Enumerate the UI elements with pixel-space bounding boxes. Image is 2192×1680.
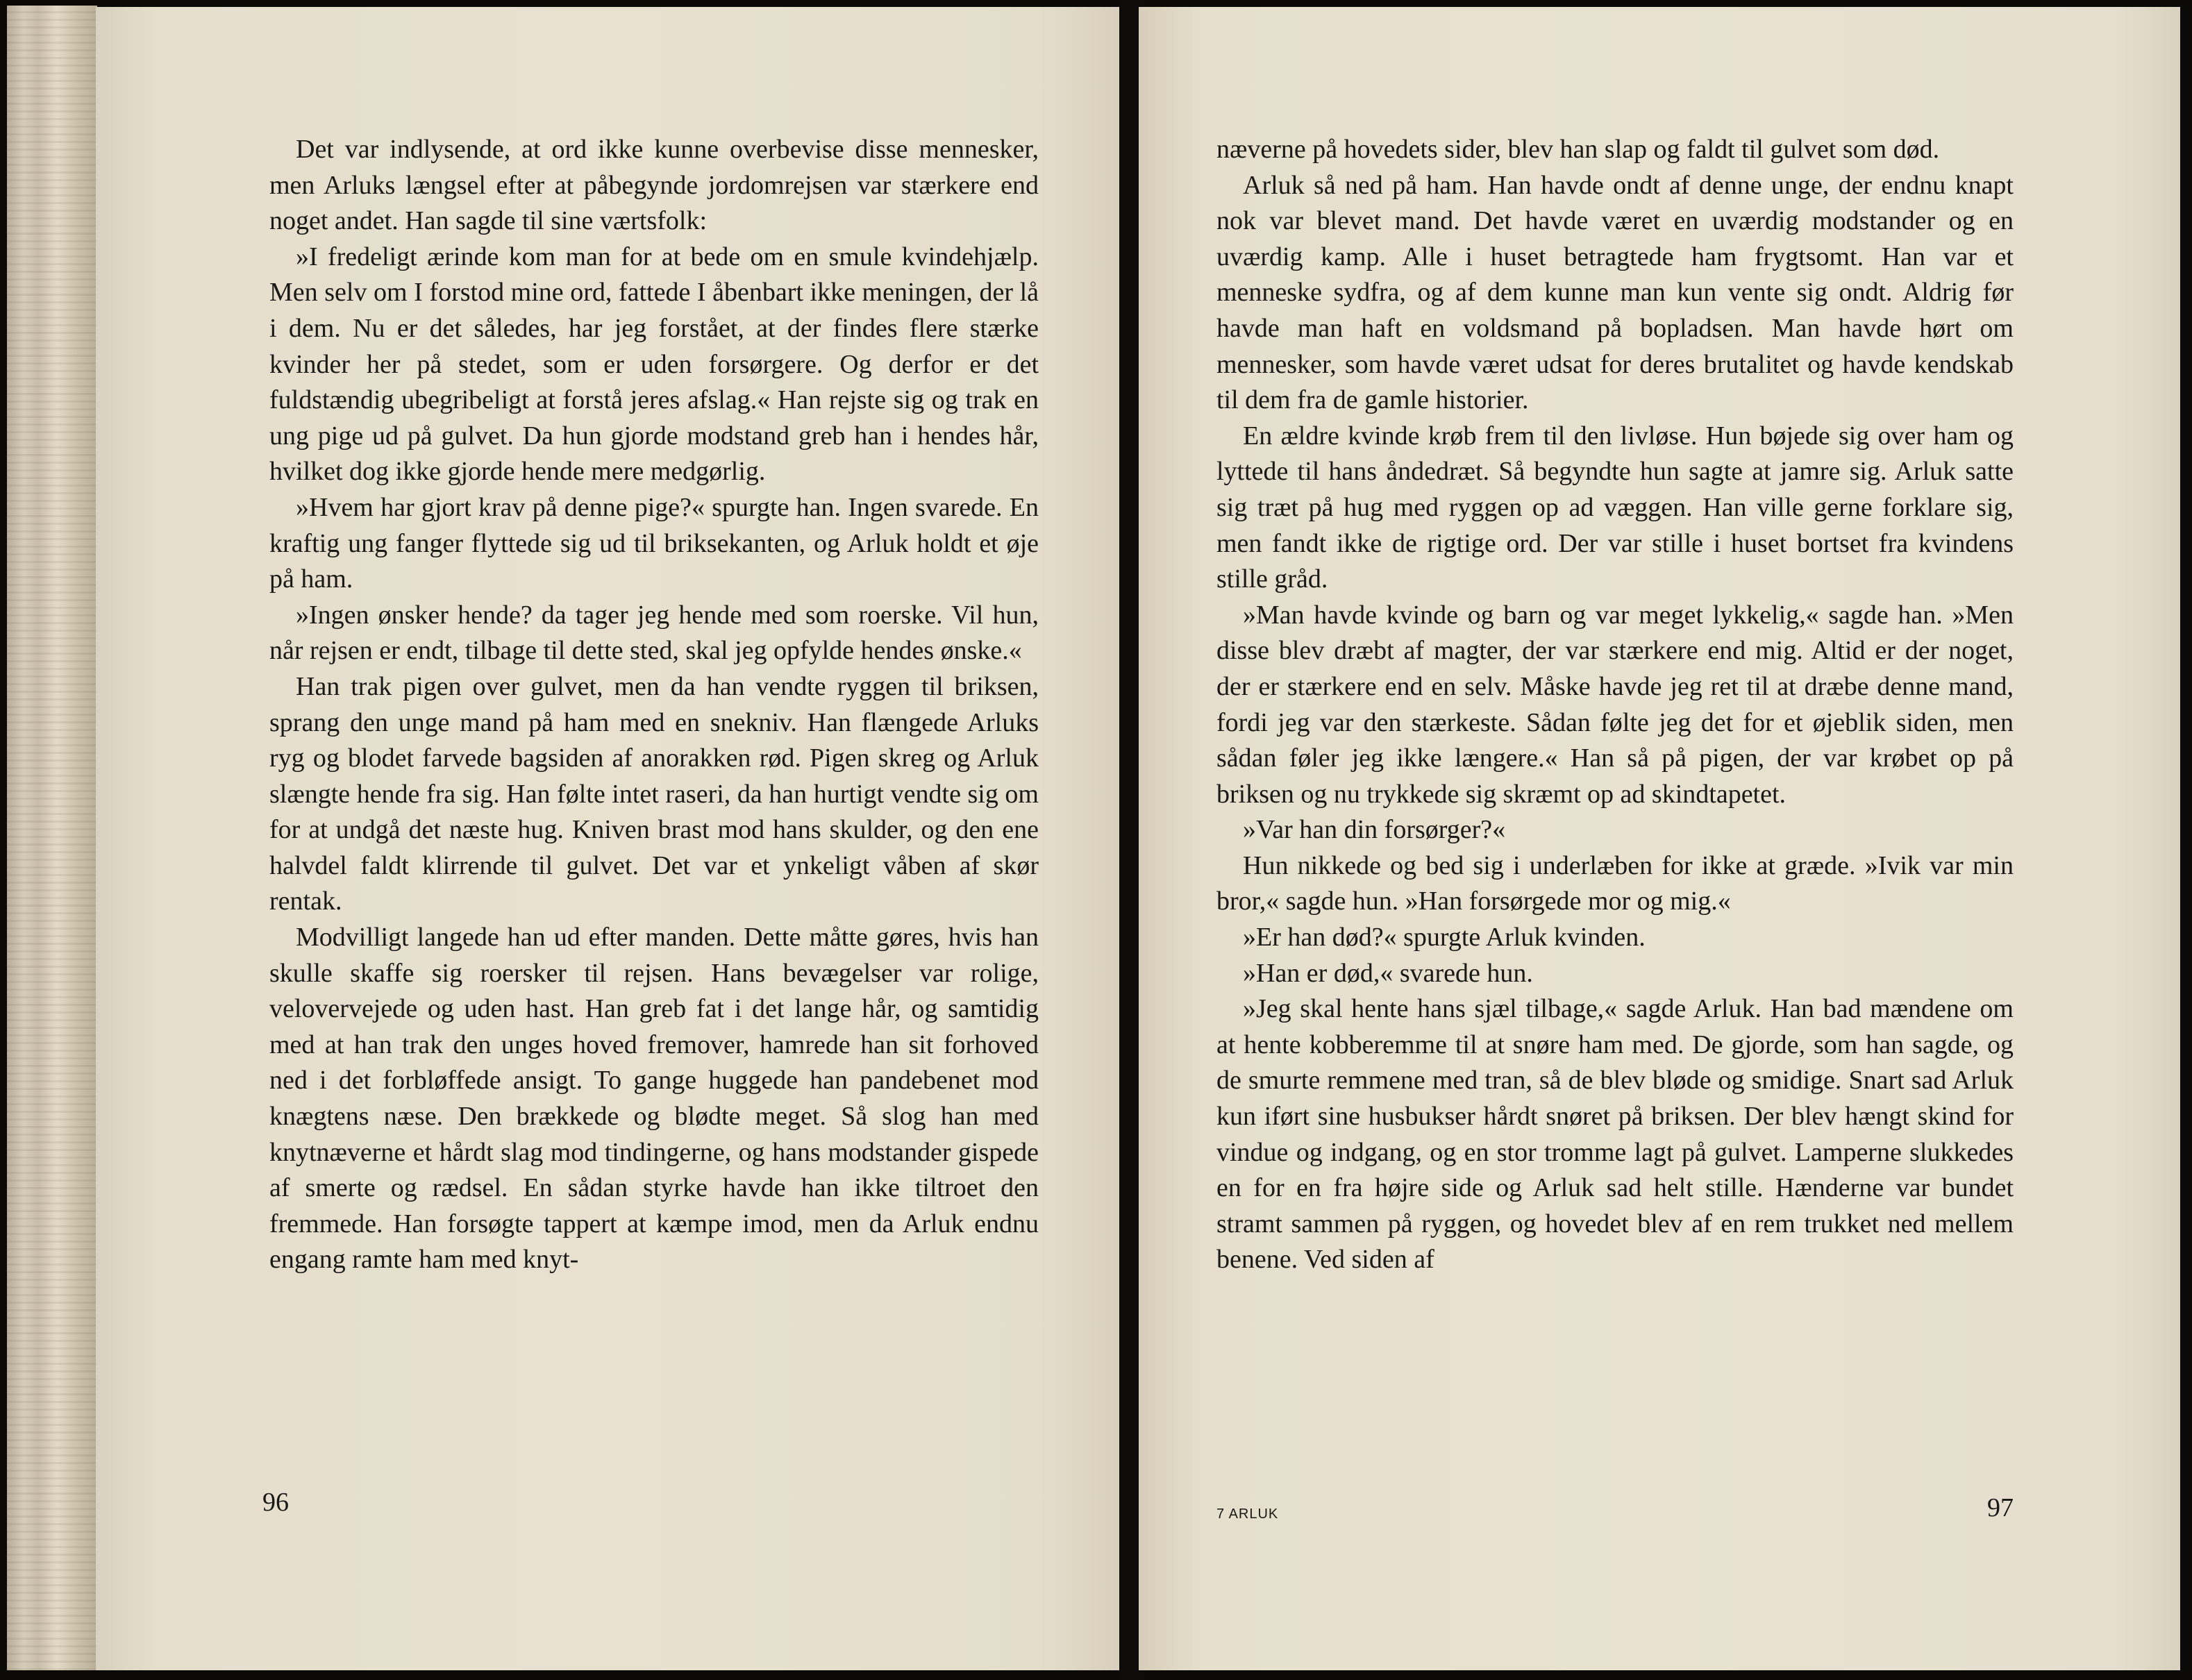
paragraph: »Var han din forsørger?« (1243, 815, 1506, 845)
page-number: 96 (262, 1488, 289, 1517)
paragraph: »Hvem har gjort krav på denne pige?« spurgte han. Ingen svarede. En kraftig ung fanger flyttede sig ud til briksekanten, og Arluk holdt et øje på ham. (269, 492, 1039, 594)
paragraph: »I fredeligt ærinde kom man for at bede om en smule kvindehjælp. Men selv om I forstod mine ord, fattede I åbenbart ikke meningen, der lå i dem. Nu er det således, har jeg forstået, at der findes flere stærke kvinder her på stedet, som er uden forsørgere. Og derfor er det fuldstændig ubegribeligt at forstå jeres afslag.« Han rejste sig og trak en ung pige ud på gulvet. Da hun gjorde modstand greb han i hendes hår, hvilket dog ikke gjorde hende mere medgørlig. (269, 242, 1039, 487)
paragraph: »Jeg skal hente hans sjæl tilbage,« sagde Arluk. Han bad mændene om at hente kobberemme til at snøre ham med. De gjorde, som han sagde, og de smurte remmene med tran, så de blev bløde og smidige. Snart sad Arluk kun iført sine husbukser hårdt snøret på briksen. Der blev hængt skind for vindue og indgang, og en stor tromme lagt på gulvet. Lamperne slukkedes en for en fra højre side og Arluk sad helt stille. Hænderne var bundet stramt sammen på ryggen, og hovedet blev af en rem trukket ned mellem benene. Ved siden af (1216, 994, 2014, 1275)
paragraph: En ældre kvinde krøb frem til den livløse. Hun bøjede sig over ham og lyttede til hans åndedræt. Så begyndte hun sagte at jamre sig. Arluk satte sig træt på hug med ryggen op ad væggen. Han ville gerne forklare sig, men fandt ikke de rigtige ord. Der var stille i huset bortset fra kvindens stille gråd. (1216, 421, 2014, 594)
page-number: 97 (1987, 1493, 2014, 1522)
signature-mark: 7 ARLUK (1216, 1506, 1279, 1522)
right-page (1139, 7, 2180, 1670)
paragraph: Hun nikkede og bed sig i underlæben for ikke at græde. »Ivik var min bror,« sagde hun. »Han forsørgede mor og mig.« (1216, 850, 2014, 916)
left-page-text (269, 132, 1039, 1278)
paragraph: næverne på hovedets sider, blev han slap og faldt til gulvet som død. (1216, 135, 1940, 164)
paragraph: Modvilligt langede han ud efter manden. Dette måtte gøres, hvis han skulle skaffe sig roersker til rejsen. Hans bevægelser var rolige, velovervejede og uden hast. Han greb fat i det lange hår, og samtidig med at han trak den unges hoved fremover, hamrede han sit forhoved ned i det forbløffede ansigt. To gange huggede han pandebenet mod knægtens næse. Den brækkede og blødte meget. Så slog han med knytnæverne et hårdt slag mod tindingerne, og hans modstander gispede af smerte og rædsel. En sådan styrke havde han ikke tiltroet den fremmede. Han forsøgte tappert at kæmpe imod, men da Arluk endnu engang ramte ham med knyt- (269, 923, 1039, 1275)
paragraph: Det var indlysende, at ord ikke kunne overbevise disse mennesker, men Arluks længsel efter at påbegynde jordomrejsen var stærkere end noget andet. Han sagde til sine værtsfolk: (269, 135, 1039, 236)
right-page-text (1216, 132, 2014, 1278)
paragraph: »Ingen ønsker hende? da tager jeg hende med som roerske. Vil hun, når rejsen er endt, tilbage til dette sted, skal jeg opfylde hendes ønske.« (269, 600, 1039, 666)
book-fore-edge (7, 6, 97, 1670)
paragraph: »Er han død?« spurgte Arluk kvinden. (1243, 923, 1646, 952)
paragraph: »Han er død,« svarede hun. (1243, 958, 1533, 988)
left-page (96, 7, 1123, 1670)
paragraph: »Man havde kvinde og barn og var meget lykkelig,« sagde han. »Men disse blev dræbt af magter, der var stærkere end mig. Altid er der noget, der er stærkere end en selv. Måske havde jeg ret til at dræbe denne mand, fordi jeg var den stærkeste. Sådan følte jeg det for et øjeblik siden, men sådan føler jeg ikke længere.« Han så på pigen, der var krøbet op på briksen og nu trykkede sig skræmt op ad skindtapetet. (1216, 600, 2014, 809)
paragraph: Han trak pigen over gulvet, men da han vendte ryggen til briksen, sprang den unge mand på ham med en snekniv. Han flængede Arluks ryg og blodet farvede bagsiden af anorakken rød. Pigen skreg og Arluk slængte hende fra sig. Han følte intet raseri, da han hurtigt vendte sig om for at undgå det næste hug. Kniven brast mod hans skulder, og den ene halvdel faldt klirrende til gulvet. Det var et ynkeligt våben af skør rentak. (269, 671, 1039, 916)
paragraph: Arluk så ned på ham. Han havde ondt af denne unge, der endnu knapt nok var blevet mand. Det havde været en uværdig modstander og en uværdig kamp. Alle i huset betragtede ham frygtsomt. Han var et menneske sydfra, og af dem kunne man kun vente sig ondt. Aldrig før havde man haft en voldsmand på bopladsen. Man havde hørt om mennesker, som havde været udsat for deres brutalitet og havde kendskab til dem fra de gamle historier. (1216, 170, 2014, 415)
